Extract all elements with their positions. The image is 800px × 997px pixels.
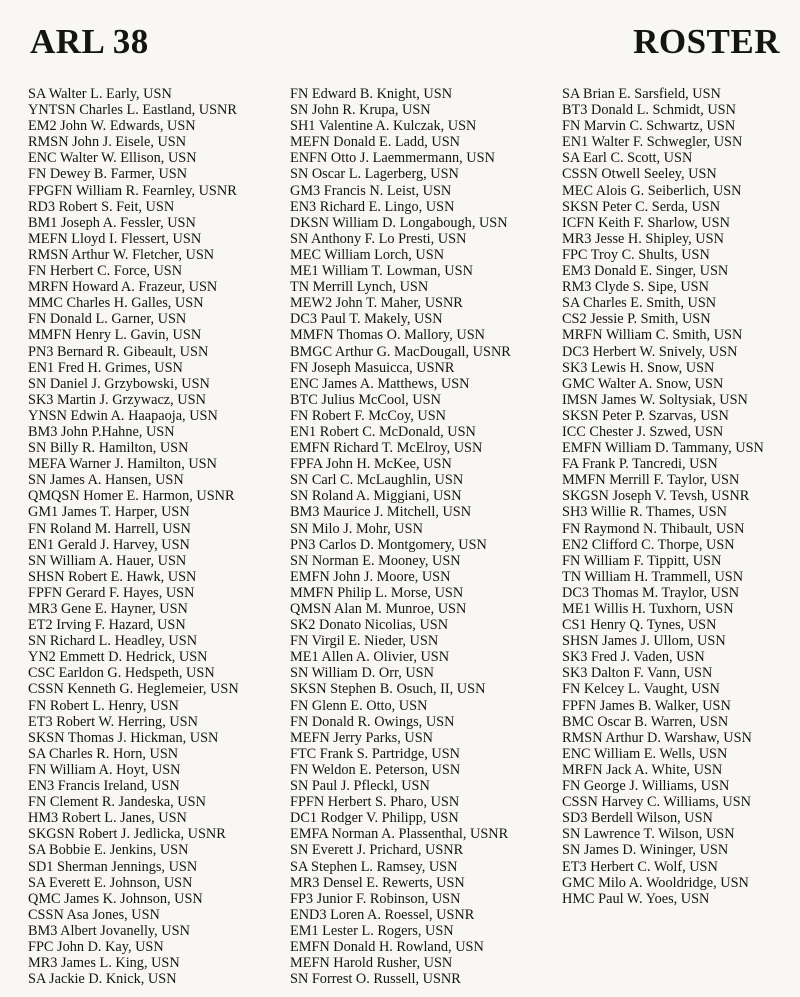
- roster-entry: SA Charles R. Horn, USN: [28, 745, 179, 762]
- roster-entry: BM3 Maurice J. Mitchell, USN: [290, 504, 472, 521]
- roster-entry: SN Milo J. Mohr, USN: [290, 520, 423, 537]
- roster-entry: BM3 Albert Jovanelly, USN: [28, 922, 190, 939]
- roster-entry: MEFA Warner J. Hamilton, USN: [28, 456, 217, 473]
- roster-entry: EMFN Donald H. Rowland, USN: [290, 938, 484, 955]
- roster-entry: SN Billy R. Hamilton, USN: [28, 440, 189, 457]
- roster-entry: EN3 Francis Ireland, USN: [28, 778, 180, 795]
- roster-entry: SN Lawrence T. Wilson, USN: [562, 826, 735, 843]
- roster-entry: FN Virgil E. Nieder, USN: [290, 633, 439, 650]
- roster-entry: SA Stephen L. Ramsey, USN: [290, 858, 458, 875]
- roster-title: ROSTER: [633, 22, 780, 61]
- roster-entry: FPFN James B. Walker, USN: [562, 697, 731, 714]
- roster-entry: FN Glenn E. Otto, USN: [290, 697, 428, 714]
- roster-entry: YNSN Edwin A. Haapaoja, USN: [28, 407, 218, 424]
- roster-entry: SH1 Valentine A. Kulczak, USN: [290, 118, 477, 135]
- roster-entry: ENC Walter W. Ellison, USN: [28, 150, 197, 167]
- roster-entry: EM2 John W. Edwards, USN: [28, 118, 196, 135]
- roster-entry: EMFN John J. Moore, USN: [290, 568, 451, 585]
- roster-entry: MR3 Jesse H. Shipley, USN: [562, 230, 724, 247]
- roster-entry: CS2 Jessie P. Smith, USN: [562, 311, 711, 328]
- roster-entry: ME1 Willis H. Tuxhorn, USN: [562, 601, 734, 617]
- roster-entry: FPC Troy C. Shults, USN: [562, 246, 710, 263]
- roster-entry: SK2 Donato Nicolias, USN: [290, 617, 449, 634]
- roster-entry: SKSN Stephen B. Osuch, II, USN: [290, 681, 486, 698]
- roster-entry: SKGSN Robert J. Jedlicka, USNR: [28, 826, 226, 843]
- roster-entry: MEC William Lorch, USN: [290, 246, 445, 263]
- roster-entry: SA Everett E. Johnson, USN: [28, 874, 193, 891]
- roster-entry: MMFN Thomas O. Mallory, USN: [290, 327, 486, 344]
- roster-entry: MRFN William C. Smith, USN: [562, 327, 743, 344]
- roster-entry: MEW2 John T. Maher, USNR: [290, 295, 463, 312]
- roster-entry: QMSN Alan M. Munroe, USN: [290, 601, 467, 617]
- roster-entry: DC3 Herbert W. Snively, USN: [562, 343, 738, 360]
- roster-entry: FN Marvin C. Schwartz, USN: [562, 118, 736, 135]
- roster-entry: SD3 Berdell Wilson, USN: [562, 810, 713, 827]
- roster-entry: HMC Paul W. Yoes, USN: [562, 890, 710, 907]
- roster-entry: SKGSN Joseph V. Tevsh, USNR: [562, 488, 750, 505]
- roster-entry: BM3 John P.Hahne, USN: [28, 423, 175, 440]
- roster-entry: SN Oscar L. Lagerberg, USN: [290, 166, 459, 183]
- roster-column-1: [28, 86, 239, 987]
- roster-entry: CS1 Henry Q. Tynes, USN: [562, 617, 717, 634]
- roster-entry: SA Brian E. Sarsfield, USN: [562, 86, 721, 102]
- roster-entry: SN Norman E. Mooney, USN: [290, 552, 461, 569]
- roster-entry: ICC Chester J. Szwed, USN: [562, 423, 724, 440]
- roster-entry: FN Robert L. Henry, USN: [28, 697, 179, 714]
- roster-entry: CSSN Otwell Seeley, USN: [562, 166, 717, 183]
- roster-entry: FN Donald L. Garner, USN: [28, 311, 187, 328]
- roster-entry: CSSN Asa Jones, USN: [28, 906, 160, 923]
- roster-entry: FN William F. Tippitt, USN: [562, 552, 722, 569]
- roster-entry: CSSN Harvey C. Williams, USN: [562, 794, 752, 811]
- roster-entry: MRFN Jack A. White, USN: [562, 761, 723, 778]
- roster-entry: MEFN Lloyd I. Flessert, USN: [28, 230, 202, 247]
- roster-entry: BMGC Arthur G. MacDougall, USNR: [290, 343, 511, 360]
- roster-entry: RMSN Arthur W. Fletcher, USN: [28, 246, 215, 263]
- roster-entry: SA Walter L. Early, USN: [28, 86, 172, 102]
- ship-title: ARL 38: [30, 22, 149, 61]
- roster-entry: SKSN Peter P. Szarvas, USN: [562, 407, 729, 424]
- roster-entry: EN1 Robert C. McDonald, USN: [290, 423, 476, 440]
- roster-entry: SN Forrest O. Russell, USNR: [290, 971, 461, 988]
- roster-entry: QMC James K. Johnson, USN: [28, 890, 203, 907]
- roster-entry: ET3 Herbert C. Wolf, USN: [562, 858, 718, 875]
- roster-entry: SHSN James J. Ullom, USN: [562, 633, 726, 650]
- roster-entry: EM3 Donald E. Singer, USN: [562, 263, 729, 280]
- roster-entry: SK3 Lewis H. Snow, USN: [562, 359, 715, 376]
- roster-entry: BT3 Donald L. Schmidt, USN: [562, 102, 736, 119]
- roster-entry: ET3 Robert W. Herring, USN: [28, 713, 198, 730]
- roster-entry: EN2 Clifford C. Thorpe, USN: [562, 536, 735, 553]
- roster-entry: SN Everett J. Prichard, USNR: [290, 842, 464, 859]
- roster-entry: MEFN Harold Rusher, USN: [290, 955, 453, 972]
- roster-entry: RMSN John J. Eisele, USN: [28, 134, 187, 151]
- roster-entry: ENC William E. Wells, USN: [562, 745, 728, 762]
- roster-entry: FTC Frank S. Partridge, USN: [290, 745, 460, 762]
- roster-entry: FN Donald R. Owings, USN: [290, 713, 455, 730]
- roster-entry: YNTSN Charles L. Eastland, USNR: [28, 102, 237, 119]
- roster-entry: SN Carl C. McLaughlin, USN: [290, 472, 464, 489]
- roster-entry: MR3 Densel E. Rewerts, USN: [290, 874, 465, 891]
- roster-entry: END3 Loren A. Roessel, USNR: [290, 906, 475, 923]
- roster-entry: EN1 Gerald J. Harvey, USN: [28, 536, 190, 553]
- roster-entry: SH3 Willie R. Thames, USN: [562, 504, 727, 521]
- roster-entry: BMC Oscar B. Warren, USN: [562, 713, 729, 730]
- roster-entry: SN John R. Krupa, USN: [290, 102, 431, 119]
- roster-entry: SKSN Peter C. Serda, USN: [562, 198, 721, 215]
- roster-entry: BM1 Joseph A. Fessler, USN: [28, 214, 196, 231]
- roster-entry: FPFN Gerard F. Hayes, USN: [28, 584, 195, 601]
- roster-entry: BTC Julius McCool, USN: [290, 391, 441, 408]
- roster-entry: FN Joseph Masuicca, USNR: [290, 359, 455, 376]
- roster-entry: IMSN James W. Soltysiak, USN: [562, 391, 748, 408]
- roster-entry: FN Herbert C. Force, USN: [28, 263, 183, 280]
- roster-entry: YN2 Emmett D. Hedrick, USN: [28, 649, 208, 666]
- roster-entry: MEFN Jerry Parks, USN: [290, 729, 433, 746]
- roster-entry: MR3 Gene E. Hayner, USN: [28, 601, 188, 617]
- roster-entry: FN Robert F. McCoy, USN: [290, 407, 447, 424]
- roster-entry: FP3 Junior F. Robinson, USN: [290, 890, 461, 907]
- roster-entry: FA Frank P. Tancredi, USN: [562, 456, 718, 473]
- roster-entry: EMFA Norman A. Plassenthal, USNR: [290, 826, 509, 843]
- roster-entry: SN Richard L. Headley, USN: [28, 633, 198, 650]
- roster-entry: DC3 Paul T. Makely, USN: [290, 311, 443, 328]
- roster-entry: EN1 Walter F. Schwegler, USN: [562, 134, 743, 151]
- roster-entry: SA Jackie D. Knick, USN: [28, 971, 177, 988]
- roster-entry: SN James A. Hansen, USN: [28, 472, 184, 489]
- roster-entry: ENC James A. Matthews, USN: [290, 375, 470, 392]
- roster-entry: FPFN Herbert S. Pharo, USN: [290, 794, 460, 811]
- roster-entry: GMC Walter A. Snow, USN: [562, 375, 724, 392]
- roster-entry: DKSN William D. Longabough, USN: [290, 214, 508, 231]
- roster-entry: EN1 Fred H. Grimes, USN: [28, 359, 183, 376]
- roster-entry: FN Raymond N. Thibault, USN: [562, 520, 745, 537]
- roster-entry: MR3 James L. King, USN: [28, 955, 180, 972]
- roster-entry: SD1 Sherman Jennings, USN: [28, 858, 198, 875]
- roster-entry: SN Paul J. Pfleckl, USN: [290, 778, 430, 795]
- roster-column-2: [290, 86, 511, 987]
- roster-entry: SN James D. Wininger, USN: [562, 842, 729, 859]
- roster-entry: FPC John D. Kay, USN: [28, 938, 164, 955]
- roster-entry: ICFN Keith F. Sharlow, USN: [562, 214, 730, 231]
- roster-entry: SKSN Thomas J. Hickman, USN: [28, 729, 219, 746]
- roster-entry: RM3 Clyde S. Sipe, USN: [562, 279, 709, 296]
- roster-entry: MMFN Henry L. Gavin, USN: [28, 327, 202, 344]
- roster-entry: EMFN William D. Tammany, USN: [562, 440, 764, 457]
- roster-entry: FN William A. Hoyt, USN: [28, 761, 181, 778]
- roster-entry: SA Earl C. Scott, USN: [562, 150, 693, 167]
- roster-entry: MEFN Donald E. Ladd, USN: [290, 134, 460, 151]
- roster-entry: PN3 Carlos D. Montgomery, USN: [290, 536, 487, 553]
- roster-entry: TN Merrill Lynch, USN: [290, 279, 429, 296]
- roster-entry: SN Roland A. Miggiani, USN: [290, 488, 462, 505]
- roster-entry: QMQSN Homer E. Harmon, USNR: [28, 488, 235, 505]
- roster-entry: SN Daniel J. Grzybowski, USN: [28, 375, 210, 392]
- roster-entry: PN3 Bernard R. Gibeault, USN: [28, 343, 209, 360]
- roster-entry: FN Kelcey L. Vaught, USN: [562, 681, 720, 698]
- roster-entry: FN Weldon E. Peterson, USN: [290, 761, 461, 778]
- roster-entry: SK3 Martin J. Grzywacz, USN: [28, 391, 206, 408]
- roster-entry: GM3 Francis N. Leist, USN: [290, 182, 452, 199]
- roster-entry: RMSN Arthur D. Warshaw, USN: [562, 729, 752, 746]
- roster-entry: MMC Charles H. Galles, USN: [28, 295, 204, 312]
- roster-entry: FN Clement R. Jandeska, USN: [28, 794, 206, 811]
- roster-entry: HM3 Robert L. Janes, USN: [28, 810, 187, 827]
- roster-entry: SA Bobbie E. Jenkins, USN: [28, 842, 189, 859]
- roster-entry: SK3 Dalton F. Vann, USN: [562, 665, 713, 682]
- roster-entry: DC1 Rodger V. Philipp, USN: [290, 810, 459, 827]
- roster-entry: SA Charles E. Smith, USN: [562, 295, 717, 312]
- roster-entry: EMFN Richard T. McElroy, USN: [290, 440, 483, 457]
- roster-entry: DC3 Thomas M. Traylor, USN: [562, 584, 740, 601]
- roster-entry: FN Edward B. Knight, USN: [290, 86, 453, 102]
- roster-entry: SN William D. Orr, USN: [290, 665, 434, 682]
- roster-entry: MEC Alois G. Seiberlich, USN: [562, 182, 742, 199]
- roster-entry: ENFN Otto J. Laemmermann, USN: [290, 150, 495, 167]
- roster-entry: TN William H. Trammell, USN: [562, 568, 744, 585]
- roster-entry: SN William A. Hauer, USN: [28, 552, 187, 569]
- roster-entry: FN Dewey B. Farmer, USN: [28, 166, 188, 183]
- roster-entry: SN Anthony F. Lo Presti, USN: [290, 230, 467, 247]
- roster-entry: MRFN Howard A. Frazeur, USN: [28, 279, 218, 296]
- roster-entry: SHSN Robert E. Hawk, USN: [28, 568, 197, 585]
- roster-entry: FN George J. Williams, USN: [562, 778, 730, 795]
- roster-entry: EM1 Lester L. Rogers, USN: [290, 922, 454, 939]
- roster-entry: FN Roland M. Harrell, USN: [28, 520, 191, 537]
- roster-entry: FPFA John H. McKee, USN: [290, 456, 452, 473]
- roster-entry: FPGFN William R. Fearnley, USNR: [28, 182, 237, 199]
- roster-entry: ME1 William T. Lowman, USN: [290, 263, 473, 280]
- roster-entry: CSSN Kenneth G. Heglemeier, USN: [28, 681, 239, 698]
- page-header: [22, 22, 780, 66]
- roster-entry: EN3 Richard E. Lingo, USN: [290, 198, 455, 215]
- roster-entry: MMFN Merrill F. Taylor, USN: [562, 472, 740, 489]
- roster-entry: GM1 James T. Harper, USN: [28, 504, 190, 521]
- roster-entry: GMC Milo A. Wooldridge, USN: [562, 874, 749, 891]
- roster-entry: SK3 Fred J. Vaden, USN: [562, 649, 705, 666]
- roster-entry: RD3 Robert S. Feit, USN: [28, 198, 175, 215]
- roster-column-3: [562, 86, 764, 907]
- roster-entry: CSC Earldon G. Hedspeth, USN: [28, 665, 215, 682]
- roster-entry: ME1 Allen A. Olivier, USN: [290, 649, 450, 666]
- roster-entry: ET2 Irving F. Hazard, USN: [28, 617, 186, 634]
- roster-entry: MMFN Philip L. Morse, USN: [290, 584, 464, 601]
